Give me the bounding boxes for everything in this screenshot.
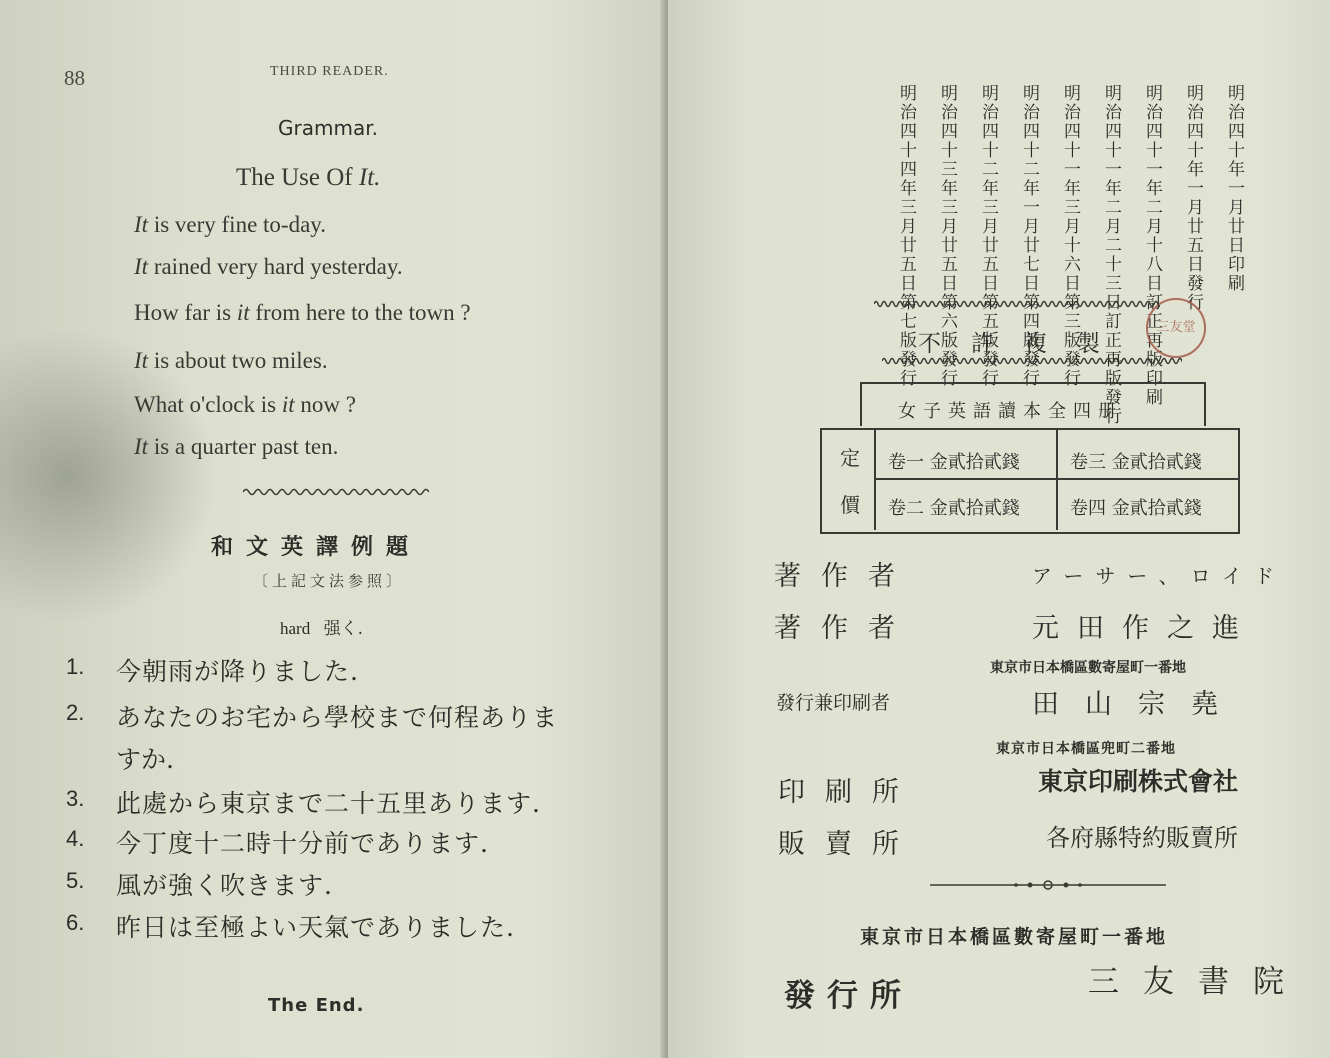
author-label-2: 著作者 [774, 613, 915, 644]
publisher-printer-address: 東京市日本橋區數寄屋町一番地 [990, 660, 1186, 676]
wavy-line-top [874, 299, 1160, 309]
price-divider-v1 [874, 430, 876, 530]
author-label-1: 著作者 [774, 561, 915, 592]
colophon-column: 明治四十一年二月十八日訂正再版印刷 [1142, 84, 1162, 407]
example-sentence [134, 212, 326, 238]
publisher-address: 東京市日本橋區數寄屋町一番地 [860, 926, 1169, 948]
no-reproduction: 不許複製 [918, 331, 1130, 357]
sentence-text: What o'clock is [134, 392, 282, 417]
colophon-column: 明治四十四年三月廿五日第七版發行 [896, 84, 916, 388]
price-divider-h [876, 478, 1238, 480]
sentence-emphasis: It [134, 212, 149, 237]
exercise-text: 今丁度十二時十分前であります. [116, 829, 489, 858]
exercise-text: 今朝雨が降りました. [116, 657, 359, 686]
exercise-number: 3. [66, 786, 85, 811]
sentence-emphasis: it [236, 300, 250, 325]
wavy-line-bottom [882, 356, 1182, 366]
exercise-number: 5. [66, 868, 85, 893]
example-sentence [134, 300, 471, 326]
subtitle-em: It. [358, 164, 381, 191]
price-cell-2: 卷二 金貳拾貳錢 [888, 498, 1020, 519]
price-divider-v2 [1056, 430, 1058, 530]
right-page [668, 0, 1330, 1058]
colophon-column: 明治四十年一月廿五日發行 [1183, 84, 1203, 312]
sales-label: 販賣所 [778, 829, 919, 860]
exercise-text: 昨日は至極よい天氣でありました. [116, 913, 515, 942]
sentence-emphasis: it [281, 392, 295, 417]
subtitle-text: The Use Of [236, 164, 359, 191]
exercise-text: 風が強く吹きます. [116, 871, 333, 900]
exercise-number: 4. [66, 826, 85, 851]
section-title: Grammar. [278, 116, 378, 140]
colophon-column: 明治四十一年二月二十三日訂正再版發行 [1101, 84, 1121, 426]
colophon-column: 明治四十一年三月十六日第三版發行 [1060, 84, 1080, 388]
exercise-title: 和文英譯例題 [211, 534, 422, 560]
exercise-text: 此處から東京まで二十五里あります. [116, 789, 541, 818]
price-cell-1: 卷一 金貳拾貳錢 [888, 452, 1020, 473]
price-label-1: 定 [840, 446, 860, 470]
colophon-column: 明治四十三年三月廿五日第六版發行 [937, 84, 957, 388]
publisher-label: 發行所 [784, 978, 913, 1014]
sentence-text: How far is [134, 300, 237, 325]
sentence-text: is about two miles. [148, 348, 328, 373]
exercise-number: 6. [66, 910, 85, 935]
seal-text: 三友堂 [1156, 320, 1196, 335]
exercise-note: 〔上記文法参照〕 [253, 572, 406, 590]
author-name-2: 元田作之進 [1032, 613, 1257, 644]
example-sentence [134, 254, 403, 280]
colophon-column: 明治四十二年一月廿七日第四版發行 [1019, 84, 1039, 388]
printing-office-address: 東京市日本橋區兜町二番地 [996, 741, 1176, 757]
running-head: THIRD READER. [270, 64, 389, 79]
page-number: 88 [64, 66, 85, 90]
sentence-text: is a quarter past ten. [148, 434, 339, 459]
subtitle [236, 164, 380, 192]
example-sentence [134, 348, 328, 374]
ornament-divider [243, 486, 429, 498]
the-end: The End. [268, 995, 365, 1016]
sentence-emphasis: It [134, 254, 149, 279]
hint [280, 614, 363, 639]
price-cell-3: 卷三 金貳拾貳錢 [1070, 452, 1202, 473]
exercise-text-continued: すか. [116, 745, 174, 774]
exercise-text: あなたのお宅から學校まで何程ありま [116, 703, 559, 732]
printing-office-label: 印刷所 [778, 777, 919, 808]
ornament-rule [930, 878, 1166, 892]
sentence-text: rained very hard yesterday. [148, 254, 403, 279]
colophon-column: 明治四十年一月廿日印刷 [1224, 84, 1244, 293]
publisher-printer-name: 田山宗堯 [1032, 689, 1244, 720]
hint-ja: 强く. [323, 619, 364, 639]
exercise-number: 2. [66, 700, 85, 725]
price-cell-4: 卷四 金貳拾貳錢 [1070, 498, 1202, 519]
sentence-emphasis: It [134, 348, 149, 373]
example-sentence [134, 392, 356, 418]
example-sentence [134, 434, 338, 460]
price-label-2: 價 [840, 493, 860, 517]
author-name-1: アーサー、ロイド [1032, 564, 1286, 588]
printing-office-name: 東京印刷株式會社 [1038, 767, 1239, 796]
publisher-name: 三友書院 [1088, 964, 1308, 1000]
exercise-number: 1. [66, 654, 85, 679]
sentence-emphasis: It [134, 434, 149, 459]
sentence-text: from here to the town ? [249, 300, 471, 325]
sentence-text: now ? [294, 392, 356, 417]
book-title: 女子英語讀本全四册 [898, 401, 1123, 422]
hint-word: hard [280, 619, 311, 638]
sales-name: 各府縣特約販賣所 [1046, 824, 1238, 852]
publisher-printer-label: 發行兼印刷者 [776, 692, 891, 714]
sentence-text: is very fine to-day. [148, 212, 327, 237]
colophon-column: 明治四十二年三月廿五日第五版發行 [978, 84, 998, 388]
